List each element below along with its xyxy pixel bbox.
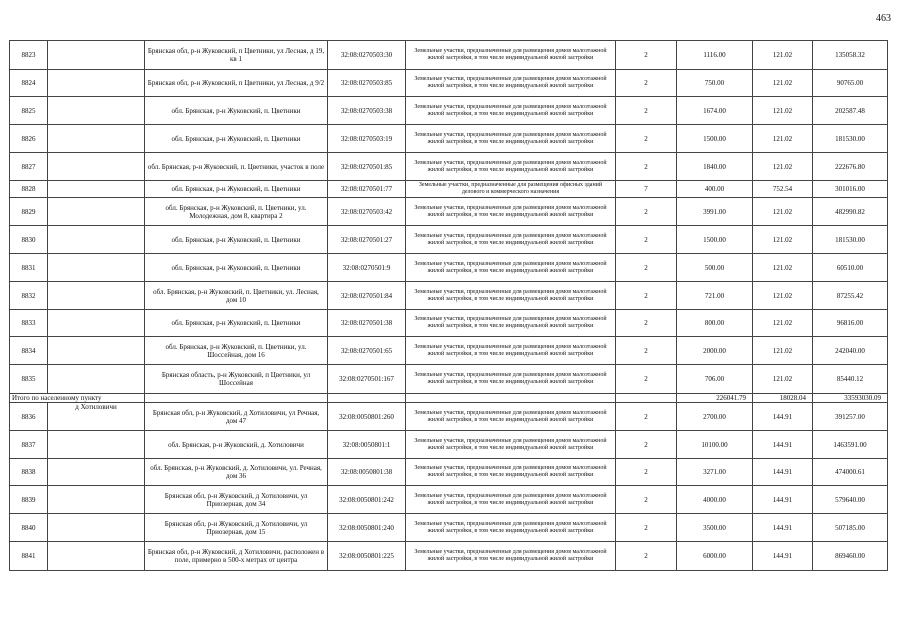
group-number: 2 bbox=[616, 486, 677, 514]
address-cell: обл. Брянская, р-н Жуковский, п. Цветники bbox=[145, 181, 328, 198]
cadastral-value: 90765.00 bbox=[813, 70, 888, 97]
land-use-cell: Земельные участки, предназначенные для размещения домов малоэтажной жилой застройки, в том числе индивидуальной жилой застройки bbox=[406, 542, 616, 571]
cadastral-number: 32:08:0050801:38 bbox=[328, 459, 406, 486]
address-cell: обл. Брянская, р-н Жуковский, п. Цветники bbox=[145, 254, 328, 282]
group-number: 2 bbox=[616, 70, 677, 97]
address-cell: Брянская обл, р-н Жуковский, д Хотиловичи, расположен в поле, примерно в 500-х метрах от центра bbox=[145, 542, 328, 571]
cadastral-value: 579640.00 bbox=[813, 486, 888, 514]
cadastral-value: 96816.00 bbox=[813, 310, 888, 337]
page-number: 463 bbox=[876, 13, 891, 24]
address-cell: обл. Брянская, р-н Жуковский, п. Цветники bbox=[145, 125, 328, 153]
rate-cell: 144.91 bbox=[753, 403, 813, 431]
address-cell: Брянская обл, р-н Жуковский, д Хотиловичи, ул Приозерная, дом 15 bbox=[145, 514, 328, 542]
row-number: 8831 bbox=[10, 254, 48, 282]
cadastral-value: 181530.00 bbox=[813, 226, 888, 254]
cadastral-value: 242040.00 bbox=[813, 337, 888, 365]
group-number: 2 bbox=[616, 125, 677, 153]
cadastral-value: 181530.00 bbox=[813, 125, 888, 153]
table-row bbox=[10, 486, 888, 514]
table-row bbox=[10, 459, 888, 486]
group-number: 2 bbox=[616, 153, 677, 181]
address-cell: Брянская обл, р-н Жуковский, д Хотиловичи, ул Речная, дом 47 bbox=[145, 403, 328, 431]
table-row bbox=[10, 41, 888, 70]
table-row bbox=[10, 514, 888, 542]
cadastral-number: 32:08:0050801:225 bbox=[328, 542, 406, 571]
land-use-cell: Земельные участки, предназначенные для размещения домов малоэтажной жилой застройки, в том числе индивидуальной жилой застройки bbox=[406, 403, 616, 431]
group-number: 2 bbox=[616, 431, 677, 459]
address-cell: обл. Брянская, р-н Жуковский, п. Цветники, участок в поле bbox=[145, 153, 328, 181]
total-value: 33593030.09 bbox=[813, 394, 888, 403]
settlement-cell bbox=[48, 70, 145, 97]
row-number: 8825 bbox=[10, 97, 48, 125]
table-row bbox=[10, 70, 888, 97]
row-number: 8839 bbox=[10, 486, 48, 514]
address-cell: обл. Брянская, р-н Жуковский, д. Хотиловичи, ул. Речная, дом 36 bbox=[145, 459, 328, 486]
cadastral-number: 32:08:0050801:1 bbox=[328, 431, 406, 459]
land-use-cell: Земельные участки, предназначенные для размещения домов малоэтажной жилой застройки, в том числе индивидуальной жилой застройки bbox=[406, 310, 616, 337]
rate-cell: 121.02 bbox=[753, 310, 813, 337]
settlement-cell bbox=[48, 254, 145, 282]
group-number: 2 bbox=[616, 282, 677, 310]
address-cell: обл. Брянская, р-н Жуковский, п. Цветники bbox=[145, 226, 328, 254]
settlement-total-row bbox=[10, 394, 888, 403]
area-cell: 400.00 bbox=[677, 181, 753, 198]
cadastral-value: 301016.00 bbox=[813, 181, 888, 198]
row-number: 8827 bbox=[10, 153, 48, 181]
row-number: 8834 bbox=[10, 337, 48, 365]
row-number: 8835 bbox=[10, 365, 48, 394]
cadastral-value: 482990.82 bbox=[813, 198, 888, 226]
rate-cell: 121.02 bbox=[753, 97, 813, 125]
area-cell: 750.00 bbox=[677, 70, 753, 97]
cadastral-number: 32:08:0050801:260 bbox=[328, 403, 406, 431]
settlement-cell bbox=[48, 365, 145, 394]
cadastral-number: 32:08:0270503:42 bbox=[328, 198, 406, 226]
row-number: 8840 bbox=[10, 514, 48, 542]
area-cell: 1500.00 bbox=[677, 125, 753, 153]
settlement-name: д Хотиловичи bbox=[48, 403, 145, 431]
row-number: 8828 bbox=[10, 181, 48, 198]
total-area: 226041.79 bbox=[677, 394, 753, 403]
cadastral-value: 474000.61 bbox=[813, 459, 888, 486]
area-cell: 3991.00 bbox=[677, 198, 753, 226]
settlement-cell bbox=[48, 431, 145, 459]
address-cell: обл. Брянская, р-н Жуковский, п. Цветники bbox=[145, 310, 328, 337]
cadastral-value: 202587.48 bbox=[813, 97, 888, 125]
address-cell: обл. Брянская, р-н Жуковский, п. Цветники, ул. Молодежная, дом 8, квартира 2 bbox=[145, 198, 328, 226]
cadastral-number: 32:08:0270503:38 bbox=[328, 97, 406, 125]
row-number: 8823 bbox=[10, 41, 48, 70]
land-use-cell: Земельные участки, предназначенные для размещения домов малоэтажной жилой застройки, в том числе индивидуальной жилой застройки bbox=[406, 97, 616, 125]
settlement-cell bbox=[48, 459, 145, 486]
cadastral-value: 869460.00 bbox=[813, 542, 888, 571]
cadastral-number: 32:08:0050801:240 bbox=[328, 514, 406, 542]
rate-cell: 121.02 bbox=[753, 337, 813, 365]
land-use-cell: Земельные участки, предназначенные для размещения домов малоэтажной жилой застройки, в том числе индивидуальной жилой застройки bbox=[406, 41, 616, 70]
area-cell: 2000.00 bbox=[677, 337, 753, 365]
table-row bbox=[10, 254, 888, 282]
land-use-cell: Земельные участки, предназначенные для размещения домов малоэтажной жилой застройки, в том числе индивидуальной жилой застройки bbox=[406, 153, 616, 181]
table-row bbox=[10, 153, 888, 181]
group-number: 2 bbox=[616, 254, 677, 282]
table-row bbox=[10, 337, 888, 365]
row-number: 8824 bbox=[10, 70, 48, 97]
address-cell: обл. Брянская, р-н Жуковский, п. Цветники, ул. Лесная, дом 10 bbox=[145, 282, 328, 310]
rate-cell: 121.02 bbox=[753, 226, 813, 254]
rate-cell: 121.02 bbox=[753, 254, 813, 282]
land-use-cell: Земельные участки, предназначенные для размещения домов малоэтажной жилой застройки, в том числе индивидуальной жилой застройки bbox=[406, 125, 616, 153]
table-row bbox=[10, 198, 888, 226]
cadastral-value: 85440.12 bbox=[813, 365, 888, 394]
group-number: 2 bbox=[616, 403, 677, 431]
table-row bbox=[10, 97, 888, 125]
cadastral-value: 135058.32 bbox=[813, 41, 888, 70]
cadastral-number: 32:08:0270501:27 bbox=[328, 226, 406, 254]
cadastral-number: 32:08:0270501:65 bbox=[328, 337, 406, 365]
cadastral-value: 60510.00 bbox=[813, 254, 888, 282]
settlement-cell bbox=[48, 542, 145, 571]
row-number: 8836 bbox=[10, 403, 48, 431]
cadastral-number: 32:08:0270501:9 bbox=[328, 254, 406, 282]
address-cell: Брянская обл, р-н Жуковский, д Хотиловичи, ул Приозерная, дом 34 bbox=[145, 486, 328, 514]
table-row bbox=[10, 181, 888, 198]
settlement-cell bbox=[48, 337, 145, 365]
settlement-cell bbox=[48, 514, 145, 542]
land-use-cell: Земельные участки, предназначенные для размещения домов малоэтажной жилой застройки, в том числе индивидуальной жилой застройки bbox=[406, 226, 616, 254]
table-row bbox=[10, 431, 888, 459]
land-use-cell: Земельные участки, предназначенные для размещения офисных зданий делового и коммерческого назначения bbox=[406, 181, 616, 198]
group-number: 2 bbox=[616, 41, 677, 70]
area-cell: 500.00 bbox=[677, 254, 753, 282]
rate-cell: 121.02 bbox=[753, 41, 813, 70]
address-cell: обл. Брянская, р-н Жуковский, д. Хотиловичи bbox=[145, 431, 328, 459]
address-cell: Брянская обл, р-н Жуковский, п Цветники, ул Лесная, д 9/2 bbox=[145, 70, 328, 97]
area-cell: 800.00 bbox=[677, 310, 753, 337]
group-number: 2 bbox=[616, 542, 677, 571]
land-use-cell: Земельные участки, предназначенные для размещения домов малоэтажной жилой застройки, в том числе индивидуальной жилой застройки bbox=[406, 198, 616, 226]
table-row bbox=[10, 310, 888, 337]
table-row bbox=[10, 226, 888, 254]
land-use-cell: Земельные участки, предназначенные для размещения домов малоэтажной жилой застройки, в том числе индивидуальной жилой застройки bbox=[406, 70, 616, 97]
settlement-cell bbox=[48, 125, 145, 153]
rate-cell: 121.02 bbox=[753, 282, 813, 310]
rate-cell: 752.54 bbox=[753, 181, 813, 198]
settlement-cell bbox=[48, 310, 145, 337]
row-number: 8841 bbox=[10, 542, 48, 571]
table-row bbox=[10, 125, 888, 153]
group-number: 7 bbox=[616, 181, 677, 198]
total-rate: 18028.04 bbox=[753, 394, 813, 403]
group-number: 2 bbox=[616, 365, 677, 394]
area-cell: 1116.00 bbox=[677, 41, 753, 70]
group-number: 2 bbox=[616, 514, 677, 542]
group-number: 2 bbox=[616, 310, 677, 337]
land-use-cell: Земельные участки, предназначенные для размещения домов малоэтажной жилой застройки, в том числе индивидуальной жилой застройки bbox=[406, 514, 616, 542]
rate-cell: 144.91 bbox=[753, 486, 813, 514]
settlement-cell bbox=[48, 282, 145, 310]
rate-cell: 144.91 bbox=[753, 542, 813, 571]
area-cell: 3271.00 bbox=[677, 459, 753, 486]
group-number: 2 bbox=[616, 459, 677, 486]
table-row bbox=[10, 282, 888, 310]
area-cell: 10100.00 bbox=[677, 431, 753, 459]
area-cell: 3500.00 bbox=[677, 514, 753, 542]
settlement-cell bbox=[48, 97, 145, 125]
area-cell: 1674.00 bbox=[677, 97, 753, 125]
rate-cell: 121.02 bbox=[753, 365, 813, 394]
rate-cell: 144.91 bbox=[753, 431, 813, 459]
address-cell: обл. Брянская, р-н Жуковский, п. Цветники bbox=[145, 97, 328, 125]
table-row bbox=[10, 403, 888, 431]
land-use-cell: Земельные участки, предназначенные для размещения домов малоэтажной жилой застройки, в том числе индивидуальной жилой застройки bbox=[406, 282, 616, 310]
row-number: 8832 bbox=[10, 282, 48, 310]
cadastral-number: 32:08:0270503:85 bbox=[328, 70, 406, 97]
settlement-cell bbox=[48, 181, 145, 198]
row-number: 8830 bbox=[10, 226, 48, 254]
settlement-cell bbox=[48, 41, 145, 70]
address-cell: Брянская область, р-н Жуковский, п Цветники, ул Шоссейная bbox=[145, 365, 328, 394]
address-cell: Брянская обл, р-н Жуковский, п Цветники, ул Лесная, д 19, кв 1 bbox=[145, 41, 328, 70]
land-use-cell: Земельные участки, предназначенные для размещения домов малоэтажной жилой застройки, в том числе индивидуальной жилой застройки bbox=[406, 431, 616, 459]
row-number: 8826 bbox=[10, 125, 48, 153]
cadastral-value: 507185.00 bbox=[813, 514, 888, 542]
rate-cell: 144.91 bbox=[753, 459, 813, 486]
land-use-cell: Земельные участки, предназначенные для размещения домов малоэтажной жилой застройки, в том числе индивидуальной жилой застройки bbox=[406, 486, 616, 514]
cadastral-number: 32:08:0270501:38 bbox=[328, 310, 406, 337]
land-use-cell: Земельные участки, предназначенные для размещения домов малоэтажной жилой застройки, в том числе индивидуальной жилой застройки bbox=[406, 337, 616, 365]
rate-cell: 121.02 bbox=[753, 70, 813, 97]
land-use-cell: Земельные участки, предназначенные для размещения домов малоэтажной жилой застройки, в том числе индивидуальной жилой застройки bbox=[406, 459, 616, 486]
area-cell: 4000.00 bbox=[677, 486, 753, 514]
row-number: 8833 bbox=[10, 310, 48, 337]
cadastral-value: 87255.42 bbox=[813, 282, 888, 310]
cadastral-number: 32:08:0050801:242 bbox=[328, 486, 406, 514]
settlement-cell bbox=[48, 486, 145, 514]
table-row bbox=[10, 542, 888, 571]
area-cell: 2700.00 bbox=[677, 403, 753, 431]
settlement-cell bbox=[48, 153, 145, 181]
land-use-cell: Земельные участки, предназначенные для размещения домов малоэтажной жилой застройки, в том числе индивидуальной жилой застройки bbox=[406, 254, 616, 282]
land-register-table bbox=[9, 40, 888, 571]
cadastral-value: 391257.00 bbox=[813, 403, 888, 431]
rate-cell: 121.02 bbox=[753, 125, 813, 153]
cadastral-value: 1463591.00 bbox=[813, 431, 888, 459]
land-use-cell: Земельные участки, предназначенные для размещения домов малоэтажной жилой застройки, в том числе индивидуальной жилой застройки bbox=[406, 365, 616, 394]
group-number: 2 bbox=[616, 337, 677, 365]
group-number: 2 bbox=[616, 226, 677, 254]
rate-cell: 144.91 bbox=[753, 514, 813, 542]
group-number: 2 bbox=[616, 97, 677, 125]
row-number: 8838 bbox=[10, 459, 48, 486]
row-number: 8837 bbox=[10, 431, 48, 459]
address-cell: обл. Брянская, р-н Жуковский, п. Цветники, ул. Шоссейная, дом 16 bbox=[145, 337, 328, 365]
cadastral-number: 32:08:0270501:77 bbox=[328, 181, 406, 198]
settlement-cell bbox=[48, 198, 145, 226]
rate-cell: 121.02 bbox=[753, 198, 813, 226]
row-number: 8829 bbox=[10, 198, 48, 226]
total-label: Итого по населенному пункту bbox=[10, 394, 145, 403]
cadastral-value: 222676.80 bbox=[813, 153, 888, 181]
cadastral-number: 32:08:0270501:167 bbox=[328, 365, 406, 394]
table-row bbox=[10, 365, 888, 394]
group-number: 2 bbox=[616, 198, 677, 226]
area-cell: 721.00 bbox=[677, 282, 753, 310]
cadastral-number: 32:08:0270503:30 bbox=[328, 41, 406, 70]
area-cell: 1840.00 bbox=[677, 153, 753, 181]
area-cell: 1500.00 bbox=[677, 226, 753, 254]
cadastral-number: 32:08:0270501:85 bbox=[328, 153, 406, 181]
cadastral-number: 32:08:0270503:19 bbox=[328, 125, 406, 153]
rate-cell: 121.02 bbox=[753, 153, 813, 181]
settlement-cell bbox=[48, 226, 145, 254]
area-cell: 6000.00 bbox=[677, 542, 753, 571]
cadastral-number: 32:08:0270501:84 bbox=[328, 282, 406, 310]
area-cell: 706.00 bbox=[677, 365, 753, 394]
